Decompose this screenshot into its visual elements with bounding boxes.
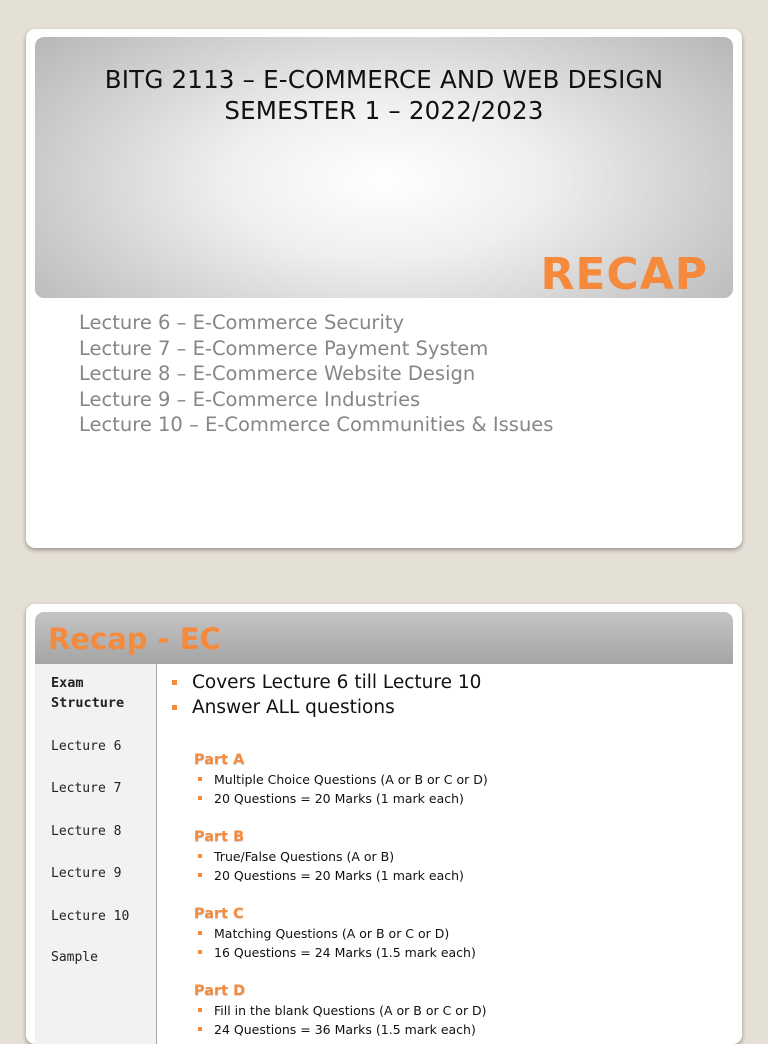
part-d (194, 981, 487, 1039)
bullet-text: 24 Questions = 36 Marks (1.5 mark each) (214, 1022, 476, 1037)
part-title: Part D (194, 983, 246, 999)
sidebar-item-lecture-9[interactable]: Lecture 9 (51, 866, 122, 881)
part-b (194, 827, 464, 885)
lecture-list (79, 310, 553, 438)
lecture-item: Lecture 6 – E-Commerce Security (79, 311, 405, 334)
recap-heading: RECAP (540, 249, 708, 300)
part-title: Part A (194, 752, 245, 768)
bullet-square-icon (172, 705, 177, 710)
slide-header (35, 612, 733, 664)
list-item (194, 847, 464, 866)
bullet-text: 16 Questions = 24 Marks (1.5 mark each) (214, 945, 476, 960)
bullet-text: Matching Questions (A or B or C or D) (214, 926, 450, 941)
bullet-square-icon (198, 931, 202, 935)
list-item (194, 866, 464, 885)
bullet-square-icon (198, 1008, 202, 1012)
lecture-item: Lecture 7 – E-Commerce Payment System (79, 336, 489, 360)
slide-title: Recap - EC (48, 622, 221, 656)
list-item (194, 770, 488, 789)
list-item (166, 695, 726, 720)
list-item (194, 789, 488, 808)
bullet-text: Answer ALL questions (192, 697, 395, 718)
lecture-item: Lecture 9 – E-Commerce Industries (79, 387, 421, 411)
sidebar-item-sample[interactable]: Sample (51, 950, 98, 965)
sidebar-item-lecture-8[interactable]: Lecture 8 (51, 824, 122, 839)
bullet-text: Fill in the blank Questions (A or B or C or D) (214, 1003, 487, 1018)
lecture-item: Lecture 10 – E-Commerce Communities & Issues (79, 413, 554, 436)
bullet-square-icon (198, 950, 202, 954)
slide-content (166, 670, 726, 1037)
bullet-text: Covers Lecture 6 till Lecture 10 (192, 672, 482, 693)
list-item (194, 1020, 487, 1039)
bullet-square-icon (172, 680, 177, 685)
bullet-square-icon (198, 854, 202, 858)
bullet-square-icon (198, 873, 202, 877)
part-a (194, 750, 488, 808)
part-title: Part B (194, 829, 245, 845)
part-c (194, 904, 476, 962)
sidebar-item-exam-structure[interactable]: Exam Structure (51, 675, 125, 711)
list-item (194, 924, 476, 943)
part-title: Part C (194, 906, 244, 922)
bullet-text: True/False Questions (A or B) (214, 849, 395, 864)
semester-title: SEMESTER 1 – 2022/2023 (224, 96, 544, 125)
sidebar-item-lecture-6[interactable]: Lecture 6 (51, 739, 122, 754)
bullet-text: 20 Questions = 20 Marks (1 mark each) (214, 868, 464, 883)
bullet-square-icon (198, 796, 202, 800)
list-item (166, 670, 726, 695)
bullet-text: 20 Questions = 20 Marks (1 mark each) (214, 791, 464, 806)
sidebar-nav (35, 664, 157, 1044)
main-bullet-list (166, 670, 726, 720)
bullet-square-icon (198, 777, 202, 781)
title-banner (35, 37, 733, 298)
sidebar-item-lecture-7[interactable]: Lecture 7 (51, 781, 122, 796)
lecture-item: Lecture 8 – E-Commerce Website Design (79, 362, 476, 385)
list-item (194, 943, 476, 962)
title-slide (26, 29, 742, 548)
bullet-square-icon (198, 1027, 202, 1031)
exam-structure-slide (26, 604, 742, 1044)
course-title: BITG 2113 – E-COMMERCE AND WEB DESIGN (104, 65, 664, 94)
list-item (194, 1001, 487, 1020)
bullet-text: Multiple Choice Questions (A or B or C or D) (214, 772, 488, 787)
sidebar-item-lecture-10[interactable]: Lecture 10 (51, 909, 130, 924)
